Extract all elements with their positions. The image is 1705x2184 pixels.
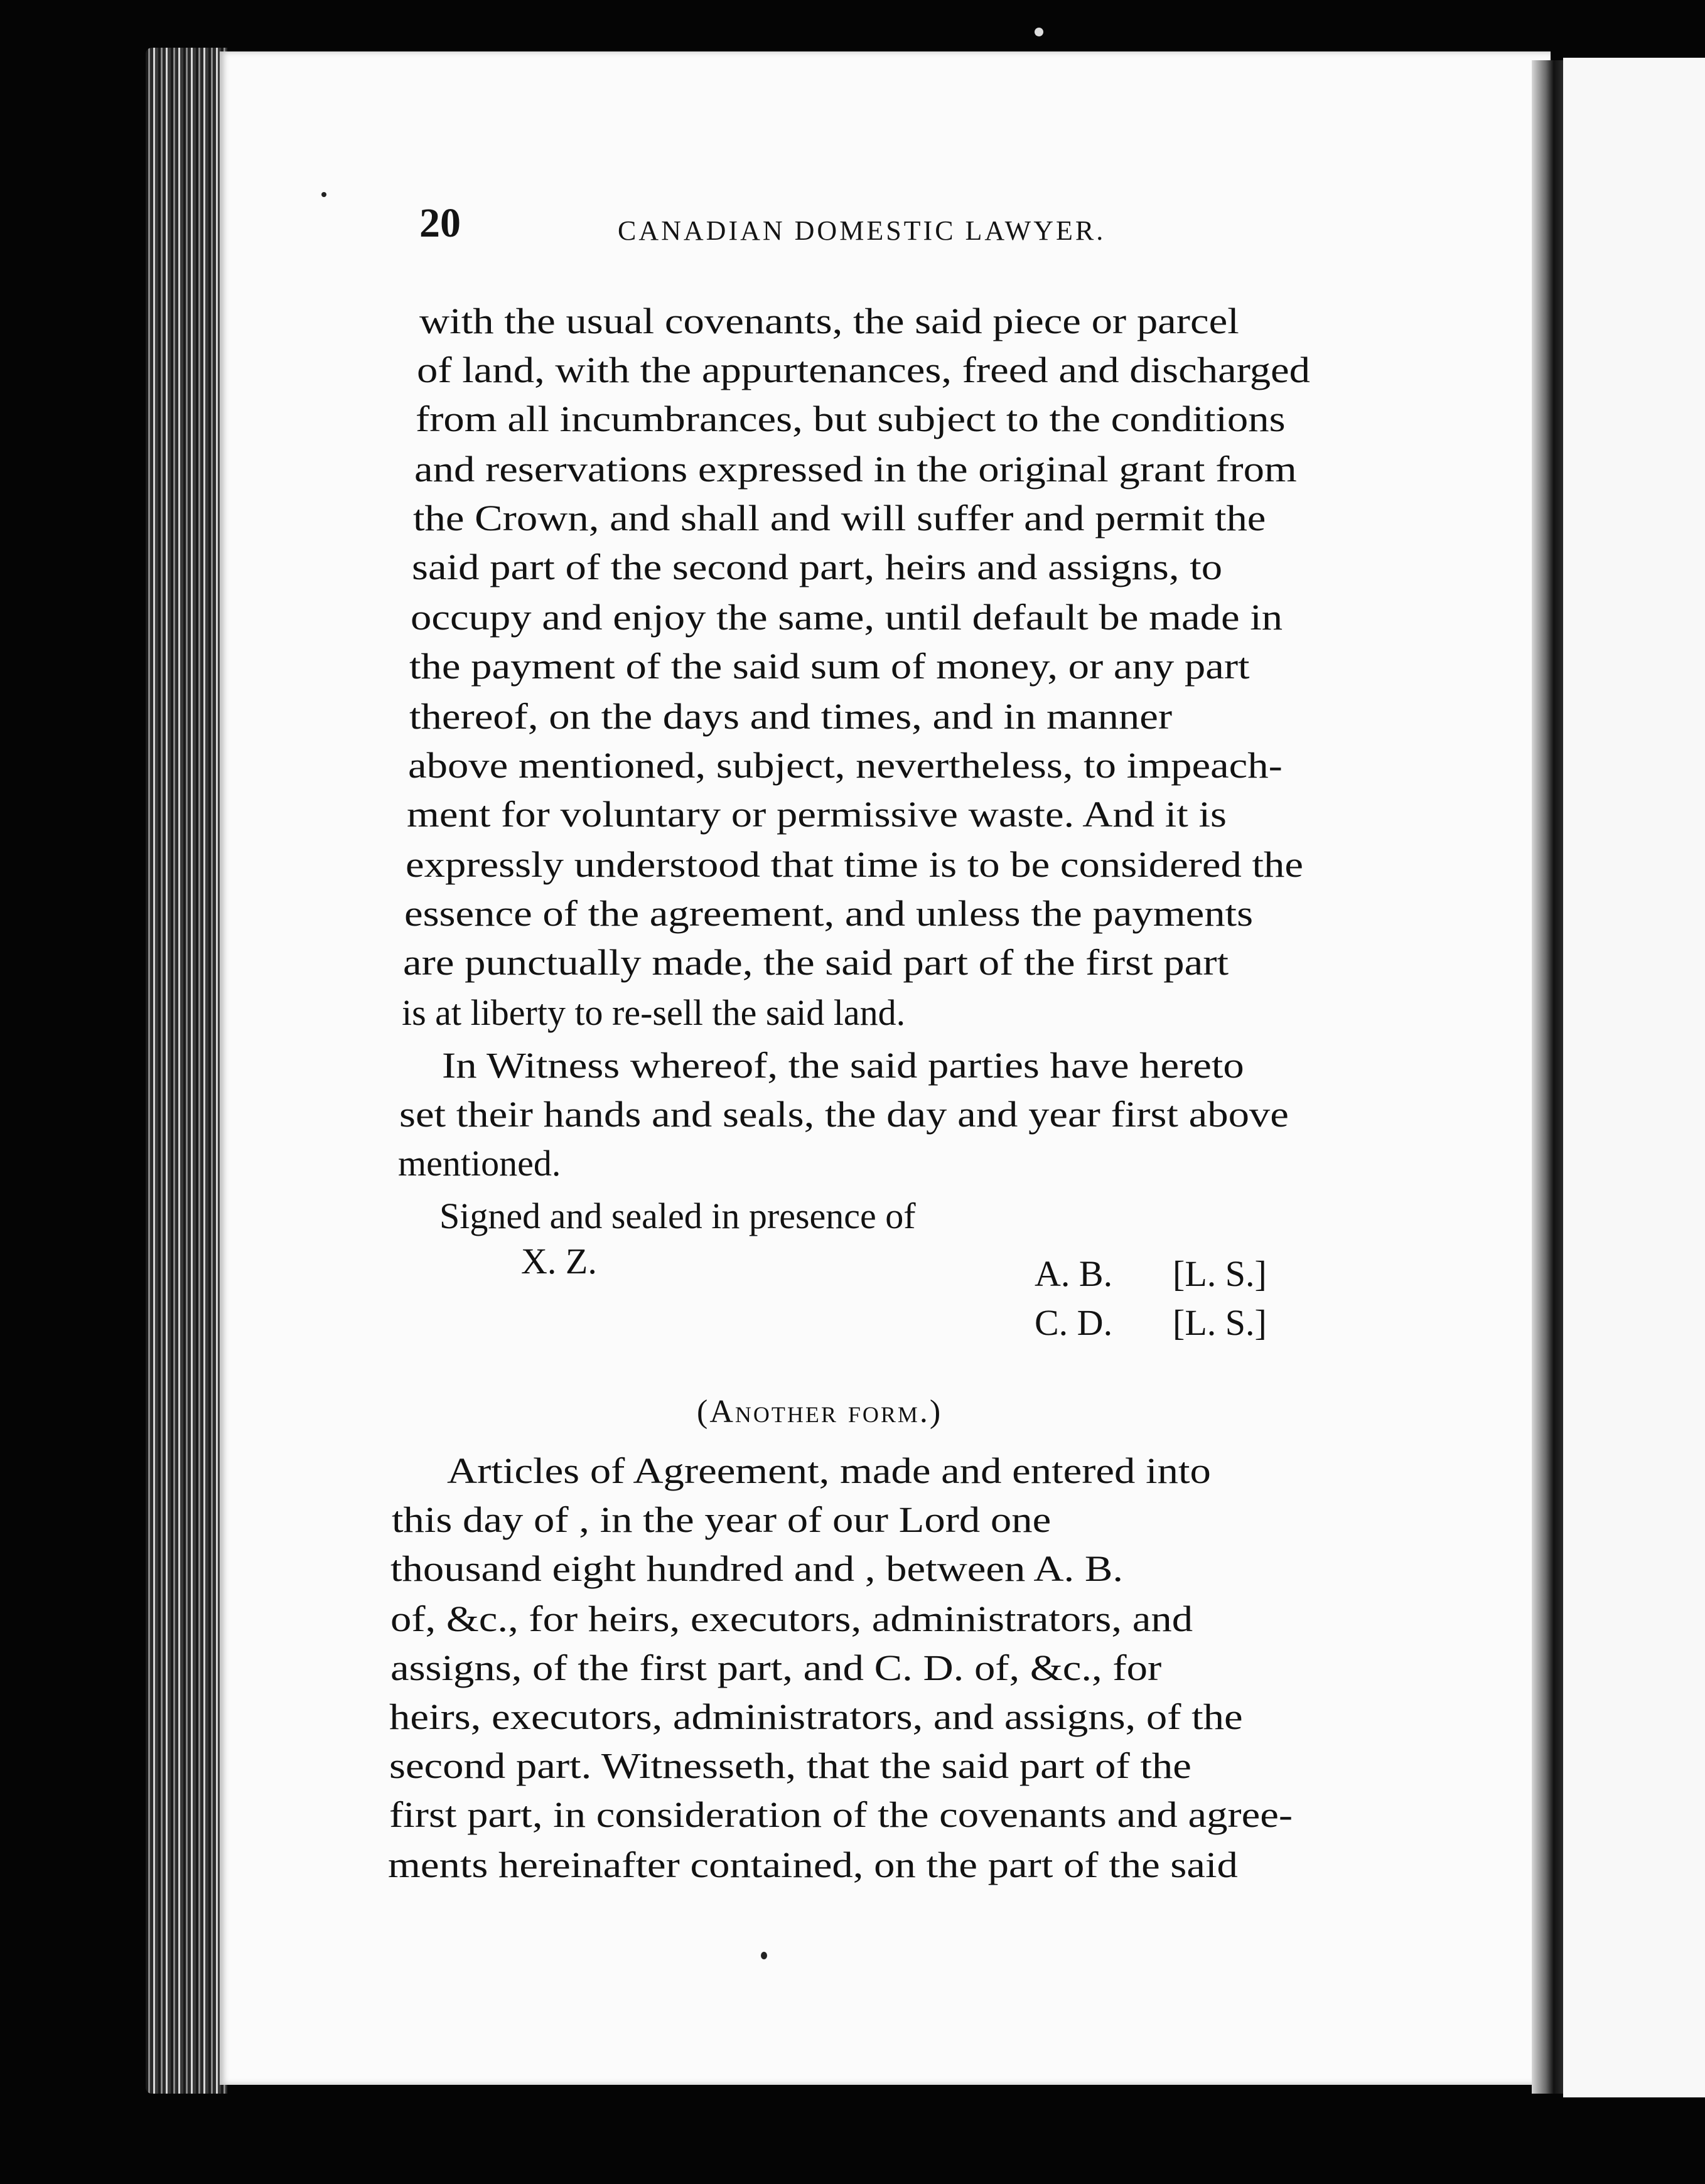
articles-line: second part. Witnesseth, that the said part of the xyxy=(389,1745,1191,1786)
articles-line: heirs, executors, administrators, and assigns, of the xyxy=(389,1696,1243,1737)
body-line: occupy and enjoy the same, until default be made in xyxy=(411,597,1283,638)
book-gutter xyxy=(1532,60,1563,2094)
body-line: expressly understood that time is to be considered the xyxy=(406,844,1304,885)
signatory-name: C. D. xyxy=(1035,1302,1113,1343)
body-line: essence of the agreement, and unless the payments xyxy=(404,893,1254,934)
body-line: from all incumbrances, but subject to the conditions xyxy=(416,399,1286,439)
running-title: CANADIAN DOMESTIC LAWYER. xyxy=(618,215,1106,246)
body-line: and reservations expressed in the original grant from xyxy=(414,449,1297,490)
body-line: thereof, on the days and times, and in manner xyxy=(409,696,1173,737)
articles-line: this day of , in the year of our Lord one xyxy=(392,1499,1052,1540)
body-line: is at liberty to re-sell the said land. xyxy=(402,992,906,1033)
witness-line: set their hands and seals, the day and year first above xyxy=(399,1094,1289,1135)
page-edge-stack xyxy=(146,48,227,2094)
witness-line: mentioned. xyxy=(398,1143,561,1184)
body-line: with the usual covenants, the said piece or parcel xyxy=(419,301,1239,341)
witness-line: In Witness whereof, the said parties have hereto xyxy=(442,1045,1244,1086)
articles-line: of, &c., for heirs, executors, administrators, and xyxy=(390,1598,1193,1639)
signatory-name: A. B. xyxy=(1035,1253,1113,1294)
articles-line: Articles of Agreement, made and entered into xyxy=(447,1450,1211,1491)
body-line: the payment of the said sum of money, or any part xyxy=(409,646,1250,687)
signed-line: Signed and sealed in presence of xyxy=(439,1196,916,1236)
body-line: ment for voluntary or permissive waste. And it is xyxy=(407,794,1227,835)
body-line: are punctually made, the said part of the first part xyxy=(403,942,1229,983)
body-line: of land, with the appurtenances, freed and discharged xyxy=(417,350,1311,390)
scan-speck xyxy=(1035,28,1043,36)
articles-line: thousand eight hundred and , between A. B. xyxy=(390,1548,1124,1589)
articles-line: ments hereinafter contained, on the part of the said xyxy=(388,1844,1238,1885)
articles-line: first part, in consideration of the covenants and agree- xyxy=(389,1794,1293,1835)
body-line: said part of the second part, heirs and assigns, to xyxy=(412,547,1223,587)
witness-name: X. Z. xyxy=(521,1241,597,1282)
articles-line: assigns, of the first part, and C. D. of, &c., for xyxy=(390,1647,1162,1688)
seal-mark: [L. S.] xyxy=(1173,1253,1267,1294)
scan-speck xyxy=(321,192,326,197)
seal-mark: [L. S.] xyxy=(1173,1302,1267,1343)
body-line: above mentioned, subject, nevertheless, to impeach- xyxy=(408,745,1283,786)
section-heading: (Another form.) xyxy=(697,1394,943,1430)
page-number: 20 xyxy=(419,200,461,246)
body-line: the Crown, and shall and will suffer and permit the xyxy=(413,498,1266,538)
scan-speck xyxy=(761,1952,767,1959)
facing-page-edge xyxy=(1563,58,1705,2097)
